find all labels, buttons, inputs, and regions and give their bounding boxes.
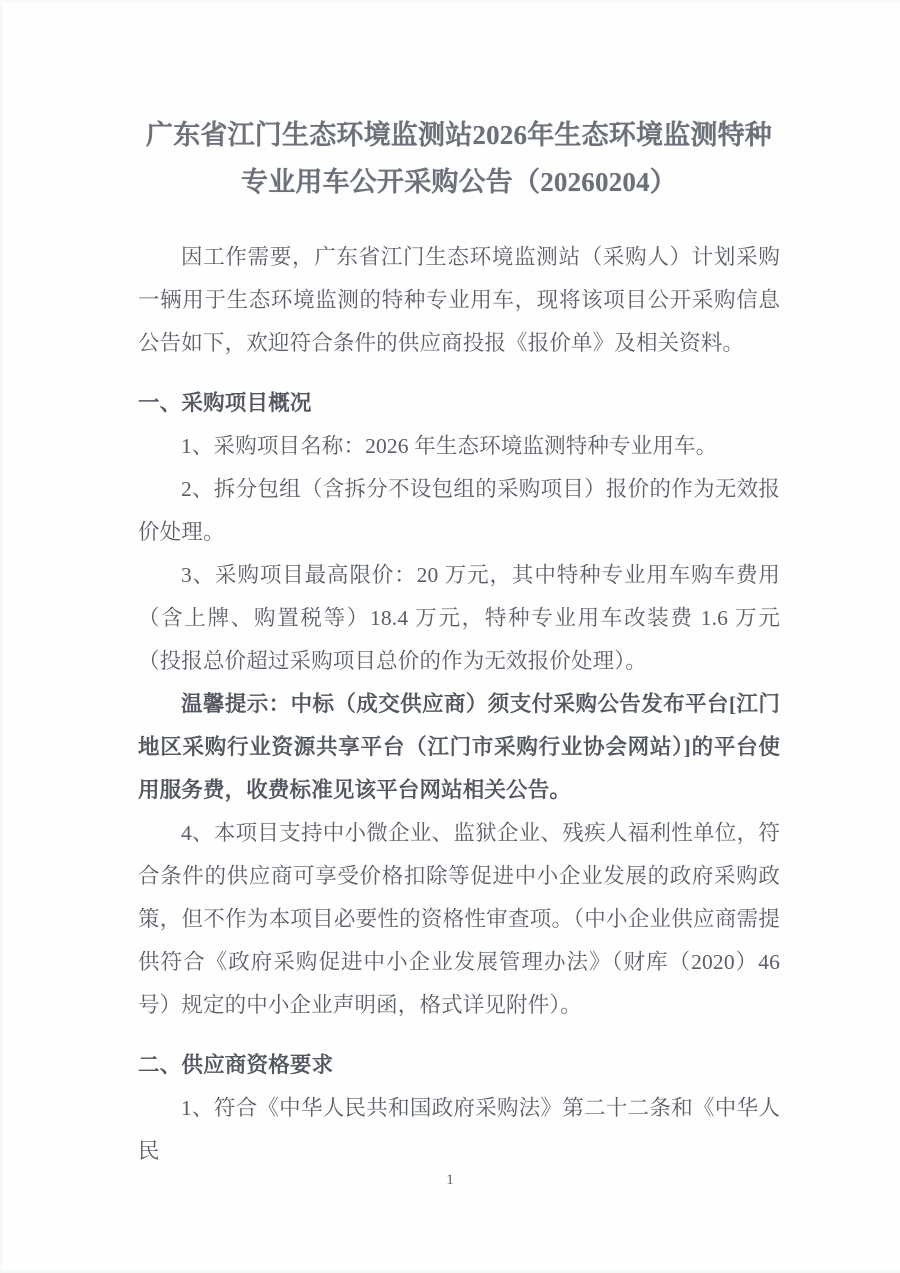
section-1-item-2: 2、拆分包组（含拆分不设包组的采购项目）报价的作为无效报价处理。 <box>138 477 780 544</box>
spacer <box>138 1027 780 1044</box>
section-heading-1: 一、采购项目概况 <box>138 391 312 415</box>
section-1-item-3: 3、采购项目最高限价：20 万元，其中特种专业用车购车费用（含上牌、购置税等）18.4 万元，特种专业用车改装费 1.6 万元（投报总价超过采购项目总价的作为无效报价处理）。 <box>138 563 780 673</box>
intro-paragraph: 因工作需要，广东省江门生态环境监测站（采购人）计划采购一辆用于生态环境监测的特种专业用车，现将该项目公开采购信息公告如下，欢迎符合条件的供应商投报《报价单》及相关资料。 <box>138 245 780 355</box>
page-title-line-1: 广东省江门生态环境监测站2026年生态环境监测特种 <box>146 120 772 150</box>
scan-edge-left <box>0 0 3 1273</box>
page-title-line-2: 专业用车公开采购公告（20260204） <box>241 167 677 197</box>
page-number: 1 <box>446 1172 454 1188</box>
page-title <box>138 0 780 206</box>
scan-edge-bottom <box>0 1269 900 1273</box>
section-heading-2: 二、供应商资格要求 <box>138 1053 334 1077</box>
document-content <box>138 0 780 1173</box>
section-1-item-4: 4、本项目支持中小微企业、监狱企业、残疾人福利性单位，符合条件的供应商可享受价格扣除等促进中小企业发展的政府采购政策，但不作为本项目必要性的资格性审查项。（中小企业供应商需提供符合《政府采购促进中小企业发展管理办法》（财库（2020）46 号）规定的中小企业声明函，格式详见附件）。 <box>138 821 780 1017</box>
section-2-item-1: 1、符合《中华人民共和国政府采购法》第二十二条和《中华人民 <box>138 1096 780 1163</box>
section-1-item-1: 1、采购项目名称：2026 年生态环境监测特种专业用车。 <box>181 434 718 458</box>
section-1-notice: 温馨提示：中标（成交供应商）须支付采购公告发布平台[江门地区采购行业资源共享平台（江门市采购行业协会网站）]的平台使用服务费，收费标准见该平台网站相关公告。 <box>138 692 780 802</box>
spacer <box>138 365 780 382</box>
document-body <box>138 236 780 1173</box>
